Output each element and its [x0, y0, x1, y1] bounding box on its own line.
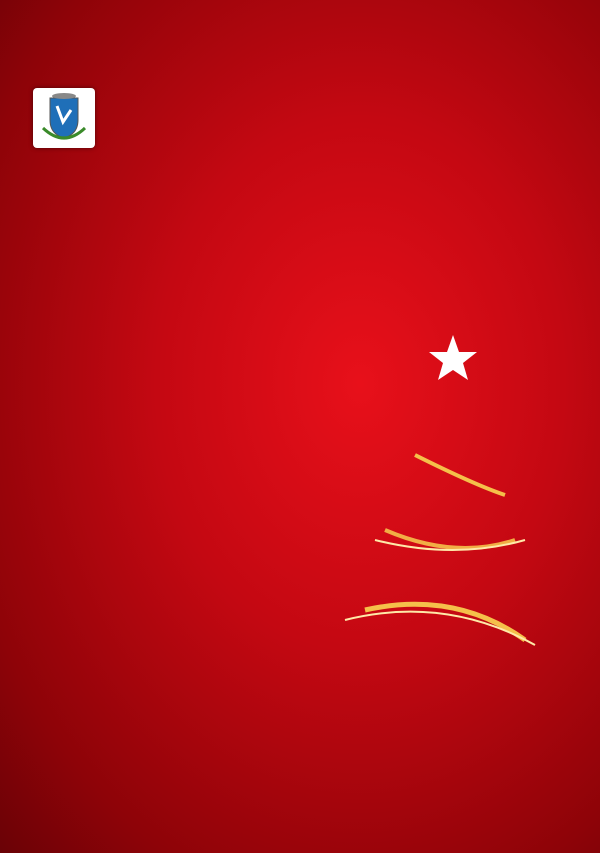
christmas-tree-illustration [325, 330, 595, 720]
municipal-crest-logo [33, 88, 95, 148]
snowflake-border-bottom [0, 723, 600, 853]
choir-logo [466, 86, 556, 148]
star-icon [429, 335, 477, 380]
